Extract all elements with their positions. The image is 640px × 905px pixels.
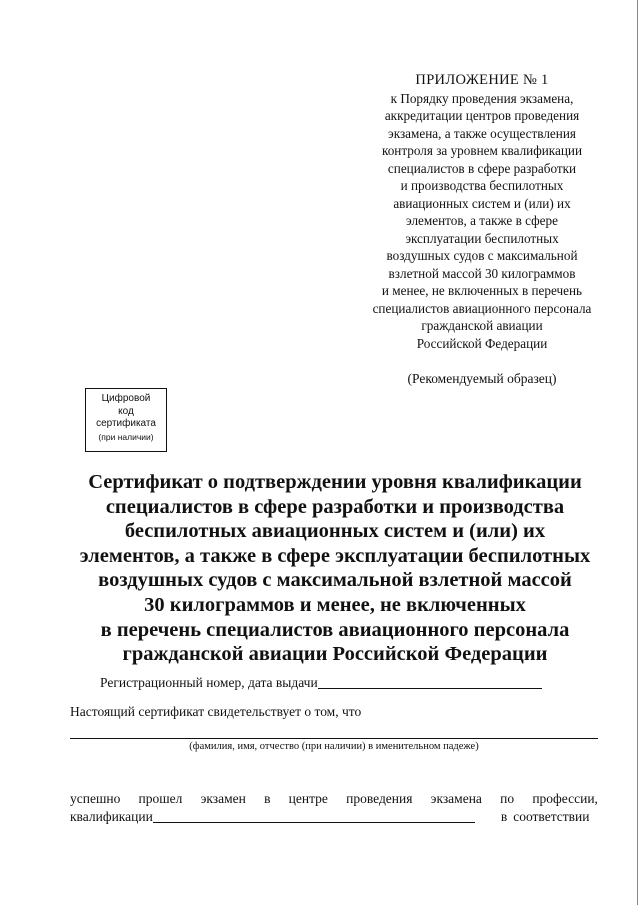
- appendix-line: авиационных систем и (или) их: [393, 195, 571, 211]
- page-edge: [637, 0, 638, 905]
- qualification-label: квалификации: [70, 809, 153, 824]
- qualification-row: [70, 808, 598, 826]
- title-line: воздушных судов с максимальной взлетной массой: [98, 569, 572, 592]
- appendix-header: [352, 72, 612, 388]
- appendix-line: аккредитации центров проведения: [384, 108, 580, 123]
- title-line: специалистов в сфере разработки и производства: [105, 495, 565, 518]
- appendix-line: экзамена, а также осуществления: [388, 125, 576, 141]
- word: в: [264, 791, 271, 806]
- code-box-line: код: [118, 405, 134, 417]
- appendix-line: гражданской авиации: [421, 318, 543, 333]
- title-line: Сертификат о подтверждении уровня квалификации: [88, 471, 582, 493]
- appendix-line: воздушных судов с максимальной: [386, 248, 578, 263]
- word: успешно: [70, 791, 121, 806]
- code-box-line: сертификата: [96, 418, 156, 429]
- word: прошел: [138, 791, 183, 806]
- word: по: [500, 791, 515, 806]
- passed-row: [70, 790, 598, 808]
- appendix-line: Российской Федерации: [416, 335, 548, 351]
- registration-label: Регистрационный номер, дата выдачи: [100, 675, 318, 690]
- appendix-line: взлетной массой 30 килограммов: [388, 265, 576, 281]
- qualification-blank[interactable]: [153, 808, 475, 823]
- appendix-line: контроля за уровнем квалификации: [381, 143, 583, 158]
- title-line: беспилотных авиационных систем и (или) их: [124, 520, 546, 543]
- appendix-line: элементов, а также в сфере: [406, 213, 558, 228]
- code-box-note: (при наличии): [98, 431, 154, 442]
- word: экзамен: [200, 791, 246, 806]
- appendix-line: к Порядку проведения экзамена,: [390, 90, 574, 106]
- code-box-line: Цифровой: [101, 393, 151, 404]
- certificate-code-box: [85, 388, 167, 452]
- appendix-line: специалистов авиационного персонала: [372, 300, 592, 316]
- recommended-sample-note: (Рекомендуемый образец): [407, 371, 557, 386]
- appendix-line: эксплуатации беспилотных: [405, 230, 559, 246]
- appendix-line: и производства беспилотных: [400, 178, 564, 193]
- word: соответствии: [513, 809, 590, 824]
- registration-blank[interactable]: [318, 674, 542, 689]
- certificate-title: [70, 470, 600, 667]
- word: экзамена: [430, 791, 482, 806]
- title-line: в перечень специалистов авиационного персонала: [100, 618, 570, 641]
- title-line: элементов, а также в сфере эксплуатации беспилотных: [79, 544, 591, 567]
- appendix-line: специалистов в сфере разработки: [387, 160, 577, 176]
- title-line: гражданской авиации Российской Федерации: [122, 643, 548, 666]
- word: центре: [288, 791, 328, 806]
- fio-blank-line[interactable]: [70, 738, 598, 739]
- passed-exam-paragraph: [70, 790, 598, 826]
- certifies-statement: Настоящий сертификат свидетельствует о том, что: [70, 704, 362, 719]
- word: в: [500, 809, 508, 824]
- word: проведения: [346, 791, 413, 806]
- appendix-title: ПРИЛОЖЕНИЕ № 1: [415, 72, 549, 88]
- registration-number-field: [100, 674, 542, 691]
- title-line: 30 килограммов и менее, не включенных: [144, 593, 526, 616]
- appendix-line: и менее, не включенных в перечень: [381, 283, 583, 298]
- fio-caption: (фамилия, имя, отчество (при наличии) в именительном падеже): [189, 741, 479, 752]
- accordance-text: [501, 808, 590, 826]
- word: профессии,: [532, 791, 598, 806]
